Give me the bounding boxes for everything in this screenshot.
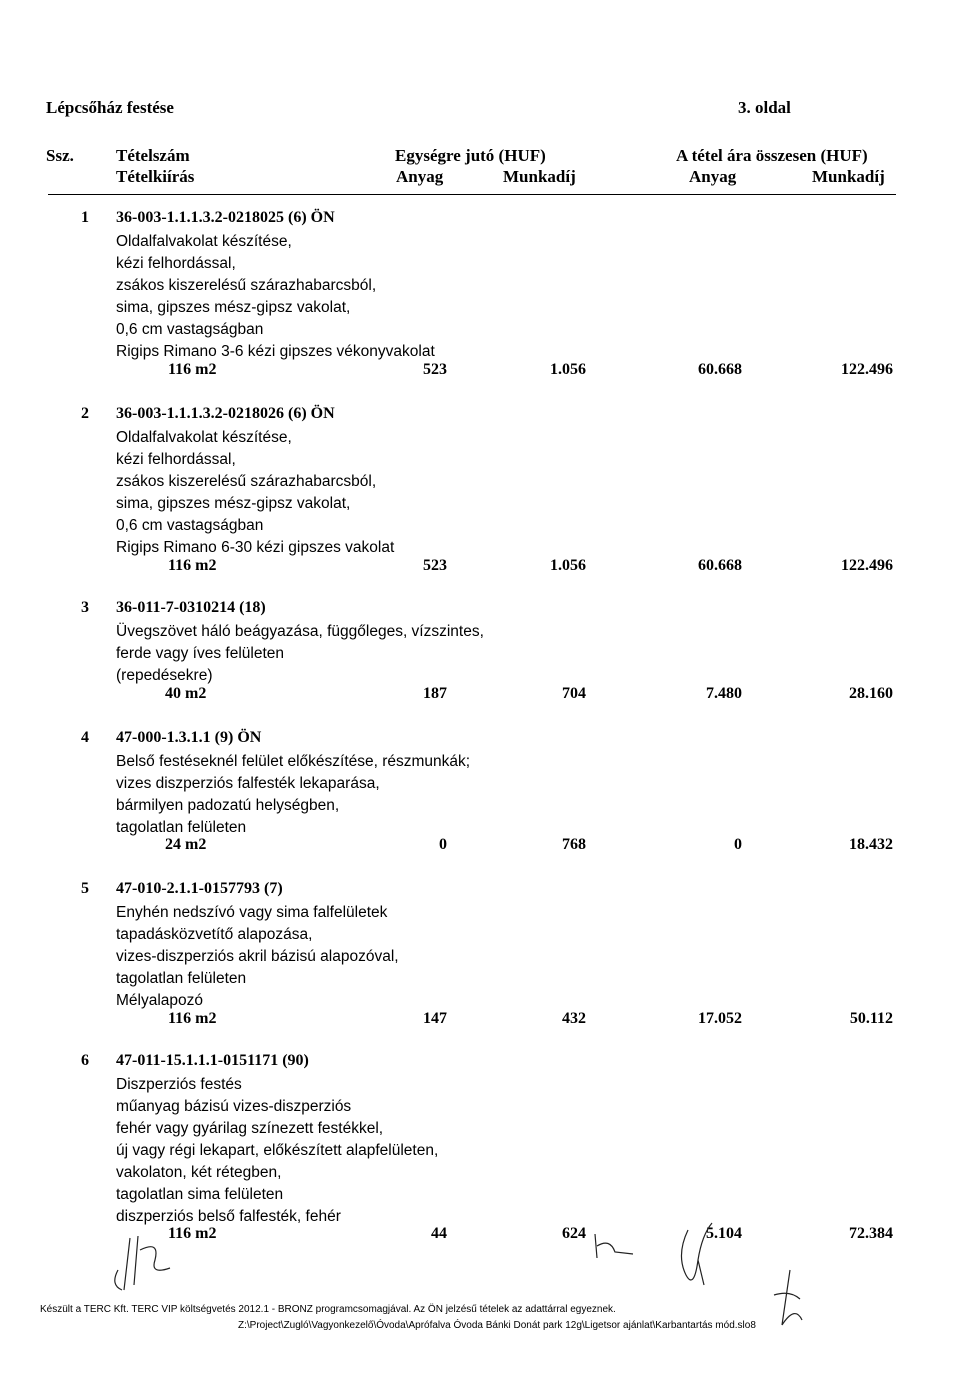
desc-line: ferde vagy íves felületen	[116, 645, 285, 662]
unit-munkadij-value: 704	[562, 685, 586, 702]
desc-line: vizes diszperziós falfesték lekaparása,	[116, 775, 380, 792]
item-number: 4	[81, 729, 89, 746]
item-quantity: 24 m2	[165, 836, 207, 853]
desc-line: műanyag bázisú vizes-diszperziós	[116, 1098, 352, 1115]
item-description	[116, 1074, 438, 1228]
unit-munkadij-value: 768	[562, 836, 586, 853]
desc-line: diszperziós belső falfesték, fehér	[116, 1208, 341, 1225]
item-number: 2	[81, 405, 89, 422]
unit-munkadij-value: 432	[562, 1010, 586, 1027]
unit-munkadij-value: 1.056	[550, 361, 586, 378]
item-description	[116, 621, 484, 687]
desc-line: kézi felhordással,	[116, 255, 236, 272]
unit-anyag-value: 187	[423, 685, 447, 702]
total-anyag-value: 17.052	[698, 1010, 742, 1027]
unit-anyag-value: 147	[423, 1010, 447, 1027]
total-anyag-value: 0	[734, 836, 742, 853]
desc-line: zsákos kiszerelésű szárazhabarcsból,	[116, 277, 377, 294]
desc-line: fehér vagy gyárilag színezett festékkel,	[116, 1120, 384, 1137]
desc-line: Rigips Rimano 3-6 kézi gipszes vékonyvakolat	[116, 343, 435, 360]
unit-anyag-value: 44	[431, 1225, 447, 1242]
total-munkadij-value: 122.496	[841, 361, 893, 378]
document-title: Lépcsőház festése	[46, 98, 174, 117]
unit-anyag-value: 0	[439, 836, 447, 853]
desc-line: tagolatlan felületen	[116, 970, 247, 987]
page-number: 3. oldal	[738, 98, 791, 117]
item-code: 36-003-1.1.1.3.2-0218026 (6) ÖN	[116, 405, 335, 422]
item-description	[116, 427, 394, 559]
header-rule	[48, 194, 896, 195]
item-code: 47-011-15.1.1.1-0151171 (90)	[116, 1052, 309, 1069]
desc-line: Diszperziós festés	[116, 1076, 242, 1093]
col-total-price: A tétel ára összesen (HUF)	[676, 146, 868, 165]
desc-line: Mélyalapozó	[116, 992, 204, 1009]
item-code: 36-003-1.1.1.3.2-0218025 (6) ÖN	[116, 209, 335, 226]
total-munkadij-value: 72.384	[849, 1225, 893, 1242]
desc-line: 0,6 cm vastagságban	[116, 517, 264, 534]
item-number: 6	[81, 1052, 89, 1069]
desc-line: bármilyen padozatú helységben,	[116, 797, 340, 814]
item-quantity: 116 m2	[168, 557, 217, 574]
col-unit-munkadij: Munkadíj	[503, 167, 576, 186]
total-munkadij-value: 18.432	[849, 836, 893, 853]
desc-line: zsákos kiszerelésű szárazhabarcsból,	[116, 473, 377, 490]
item-code: 47-000-1.3.1.1 (9) ÖN	[116, 729, 262, 746]
desc-line: Oldalfalvakolat készítése,	[116, 429, 292, 446]
item-quantity: 40 m2	[165, 685, 207, 702]
col-tetelszam: Tételszám	[116, 146, 190, 165]
total-anyag-value: 7.480	[706, 685, 742, 702]
desc-line: Enyhén nedszívó vagy sima falfelületek	[116, 904, 388, 921]
item-number: 1	[81, 209, 89, 226]
desc-line: sima, gipszes mész-gipsz vakolat,	[116, 495, 351, 512]
desc-line: Rigips Rimano 6-30 kézi gipszes vakolat	[116, 539, 395, 556]
unit-anyag-value: 523	[423, 557, 447, 574]
signature-scribble-left	[100, 1230, 190, 1300]
col-ssz: Ssz.	[46, 146, 74, 165]
desc-line: sima, gipszes mész-gipsz vakolat,	[116, 299, 351, 316]
item-description	[116, 902, 399, 1012]
col-unit-anyag: Anyag	[396, 167, 444, 186]
desc-line: vakolaton, két rétegben,	[116, 1164, 282, 1181]
item-description	[116, 751, 470, 839]
col-total-munkadij: Munkadíj	[812, 167, 885, 186]
col-total-anyag: Anyag	[689, 167, 737, 186]
total-munkadij-value: 28.160	[849, 685, 893, 702]
footer-file-path: Z:\Project\Zugló\Vagyonkezelő\Óvoda\Aprófalva Óvoda Bánki Donát park 12g\Ligetsor ajánlat\Karbantartás mód.slo8	[238, 1320, 756, 1331]
desc-line: tagolatlan felületen	[116, 819, 247, 836]
desc-line: tagolatlan sima felületen	[116, 1186, 284, 1203]
item-code: 36-011-7-0310214 (18)	[116, 599, 266, 616]
unit-munkadij-value: 1.056	[550, 557, 586, 574]
desc-line: új vagy régi lekapart, előkészített alapfelületen,	[116, 1142, 439, 1159]
item-quantity: 116 m2	[168, 1010, 217, 1027]
desc-line: 0,6 cm vastagságban	[116, 321, 264, 338]
total-anyag-value: 60.668	[698, 361, 742, 378]
desc-line: kézi felhordással,	[116, 451, 236, 468]
desc-line: vizes-diszperziós akril bázisú alapozóval,	[116, 948, 399, 965]
unit-munkadij-value: 624	[562, 1225, 586, 1242]
total-anyag-value: 60.668	[698, 557, 742, 574]
desc-line: Oldalfalvakolat készítése,	[116, 233, 292, 250]
item-number: 5	[81, 880, 89, 897]
item-number: 3	[81, 599, 89, 616]
item-description	[116, 231, 435, 363]
item-quantity: 116 m2	[168, 361, 217, 378]
desc-line: (repedésekre)	[116, 667, 213, 684]
signature-scribble-middle	[668, 1215, 728, 1295]
col-tetelkiiras: Tételkiírás	[116, 167, 195, 186]
footer-credit: Készült a TERC Kft. TERC VIP költségvetés 2012.1 - BRONZ programcsomagjával. Az ÖN jelzésű tételek az adattárral egyeznek.	[40, 1304, 616, 1315]
desc-line: Belső festéseknél felület előkészítése, részmunkák;	[116, 753, 471, 770]
item-quantity: 116 m2	[168, 1225, 217, 1242]
total-munkadij-value: 122.496	[841, 557, 893, 574]
signature-scribble-right	[760, 1265, 820, 1335]
item-code: 47-010-2.1.1-0157793 (7)	[116, 880, 283, 897]
total-anyag-value: 5.104	[706, 1225, 742, 1242]
desc-line: Üvegszövet háló beágyazása, függőleges, vízszintes,	[116, 623, 484, 640]
col-unit-price: Egységre jutó (HUF)	[395, 146, 546, 165]
unit-anyag-value: 523	[423, 361, 447, 378]
initials-scribble	[585, 1228, 645, 1268]
desc-line: tapadásközvetítő alapozása,	[116, 926, 313, 943]
total-munkadij-value: 50.112	[849, 1010, 893, 1027]
